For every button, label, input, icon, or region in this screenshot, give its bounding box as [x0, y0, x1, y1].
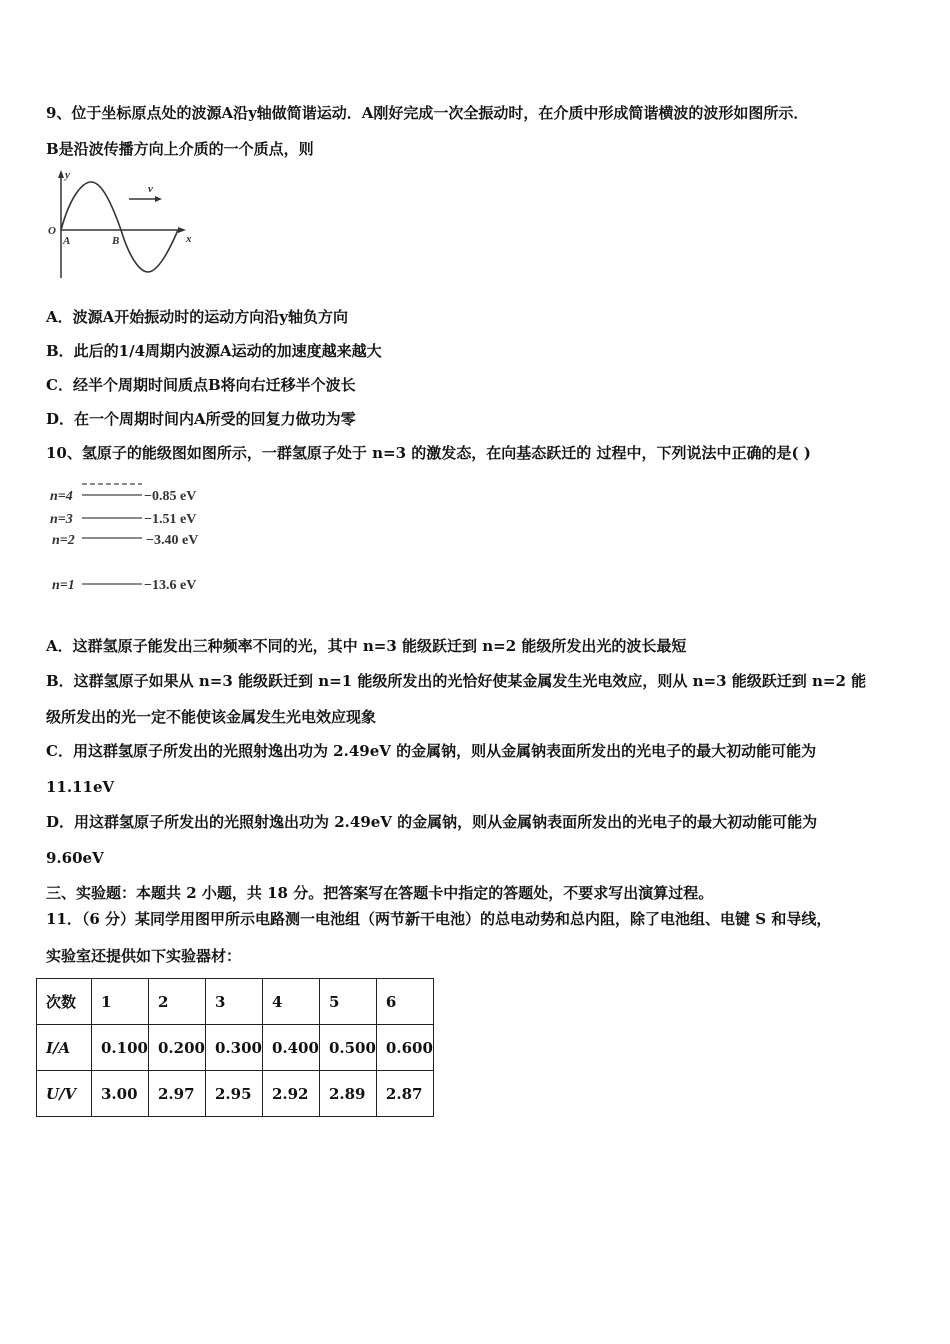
- origin-label: O: [48, 225, 56, 237]
- table-row: [37, 1025, 434, 1071]
- q10-option-d-cont: 9.60eV: [46, 849, 104, 867]
- wave-figure: [44, 168, 204, 282]
- q9-stem-line-1: 9、位于坐标原点处的波源A沿y轴做简谐运动．A刚好完成一次全振动时，在介质中形成简谐横波的波形如图所示．: [46, 104, 809, 122]
- q9-option-a: A．波源A开始振动时的运动方向沿y轴负方向: [46, 308, 348, 326]
- level-n1: n=1: [52, 578, 75, 593]
- q9-option-b: B．此后的1/4周期内波源A运动的加速度越来越大: [46, 342, 382, 360]
- point-a-label: A: [63, 235, 71, 247]
- y-axis-label: y: [65, 169, 70, 181]
- velocity-label: v: [148, 183, 153, 195]
- level-n3: n=3: [50, 512, 73, 527]
- level-n2: n=2: [52, 533, 75, 548]
- table-cell: 6: [376, 979, 433, 1025]
- q10-option-c: C．用这群氢原子所发出的光照射逸出功为 2.49eV 的金属钠，则从金属钠表面所发出的光电子的最大初动能可能为: [46, 742, 817, 760]
- table-row: [37, 979, 434, 1025]
- table-cell: I/A: [37, 1025, 92, 1071]
- table-cell: 0.100: [92, 1025, 149, 1071]
- x-axis-label: x: [186, 233, 192, 245]
- table-cell: 2.97: [148, 1071, 205, 1117]
- table-cell: U/V: [37, 1071, 92, 1117]
- q9-option-d: D．在一个周期时间内A所受的回复力做功为零: [46, 410, 356, 428]
- level-e4: −0.85 eV: [144, 489, 197, 504]
- q10-option-a: A．这群氢原子能发出三种频率不同的光，其中 n=3 能级跃迁到 n=2 能级所发出光的波长最短: [46, 637, 687, 655]
- q11-stem-line-2: 实验室还提供如下实验器材：: [46, 947, 242, 965]
- table-cell: 0.200: [148, 1025, 205, 1071]
- table-cell: 次数: [37, 979, 92, 1025]
- energy-level-diagram: [46, 478, 226, 598]
- table-cell: 0.500: [319, 1025, 376, 1071]
- data-table: [36, 978, 434, 1117]
- table-cell: 2.87: [376, 1071, 433, 1117]
- q9-option-c: C．经半个周期时间质点B将向右迁移半个波长: [46, 376, 356, 394]
- section-3-heading: 三、实验题：本题共 2 小题，共 18 分。把答案写在答题卡中指定的答题处，不要求写出演算过程。: [46, 884, 714, 902]
- q10-option-b: B．这群氢原子如果从 n=3 能级跃迁到 n=1 能级所发出的光恰好使某金属发生光电效应，则从 n=3 能级跃迁到 n=2 能: [46, 672, 867, 690]
- q10-option-c-cont: 11.11eV: [46, 778, 115, 796]
- level-e2: −3.40 eV: [146, 533, 199, 548]
- q10-stem: 10、氢原子的能级图如图所示，一群氢原子处于 n=3 的激发态，在向基态跃迁的 过程中，下列说法中正确的是( ): [46, 444, 811, 462]
- q11-stem-line-1: 11．（6 分）某同学用图甲所示电路测一电池组（两节新干电池）的总电动势和总内阻，除了电池组、电键 S 和导线，: [46, 910, 832, 928]
- table-cell: 5: [319, 979, 376, 1025]
- table-cell: 2: [148, 979, 205, 1025]
- table-cell: 1: [92, 979, 149, 1025]
- q9-stem-line-2: B是沿波传播方向上介质的一个质点，则: [46, 140, 314, 158]
- table-row: [37, 1071, 434, 1117]
- table-cell: 4: [262, 979, 319, 1025]
- table-cell: 0.300: [205, 1025, 262, 1071]
- level-e3: −1.51 eV: [144, 512, 197, 527]
- table-cell: 2.92: [262, 1071, 319, 1117]
- table-cell: 3.00: [92, 1071, 149, 1117]
- level-e1: −13.6 eV: [144, 578, 197, 593]
- table-cell: 0.400: [262, 1025, 319, 1071]
- point-b-label: B: [112, 235, 120, 247]
- table-cell: 2.89: [319, 1071, 376, 1117]
- table-cell: 2.95: [205, 1071, 262, 1117]
- table-cell: 3: [205, 979, 262, 1025]
- q10-option-b-cont: 级所发出的光一定不能使该金属发生光电效应现象: [46, 708, 377, 726]
- q10-option-d: D．用这群氢原子所发出的光照射逸出功为 2.49eV 的金属钠，则从金属钠表面所发出的光电子的最大初动能可能为: [46, 813, 818, 831]
- table-cell: 0.600: [376, 1025, 433, 1071]
- level-n4: n=4: [50, 489, 73, 504]
